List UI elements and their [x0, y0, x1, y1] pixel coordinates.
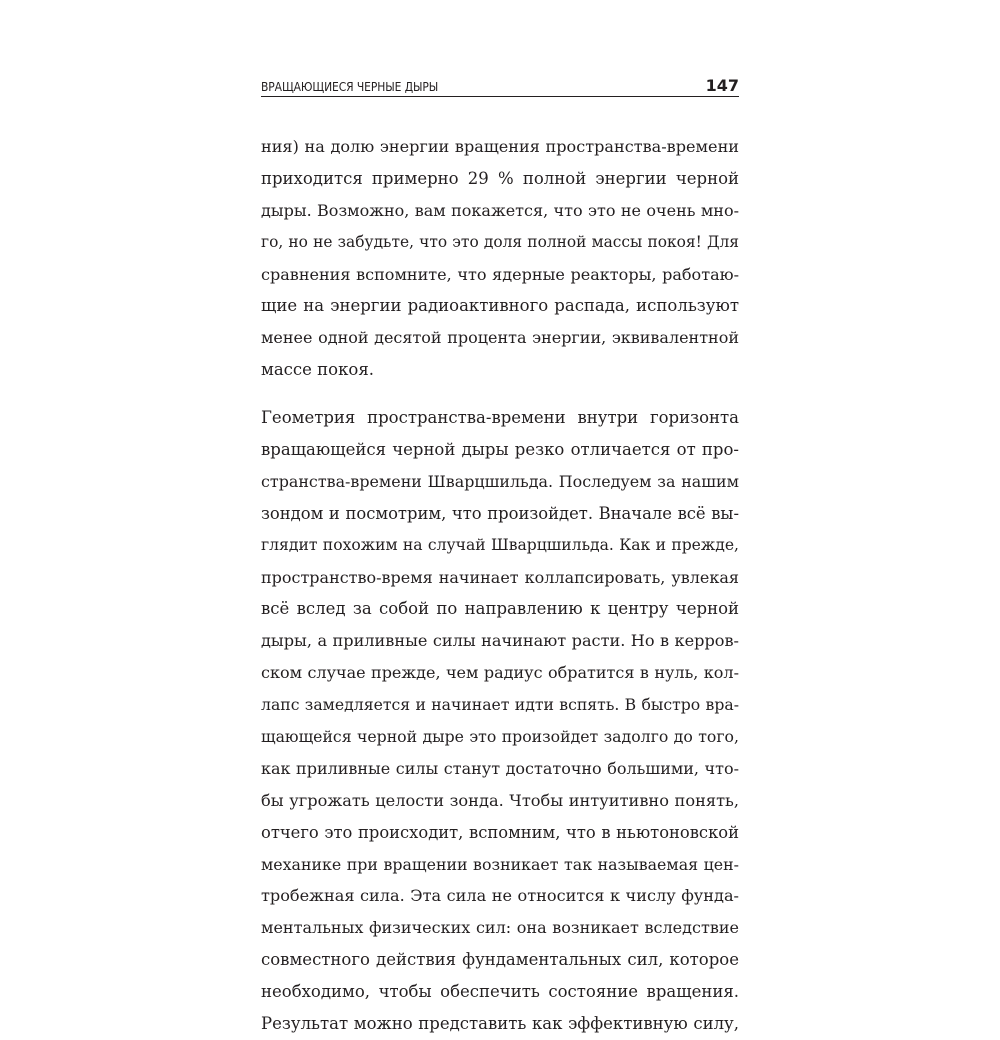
- text-line: зондом и посмотрим, что произойдет. Вначале всё вы-: [261, 503, 739, 523]
- body-text: [261, 131, 739, 1040]
- text-line: го, но не забудьте, что это доля полной массы покоя! Для: [261, 232, 739, 251]
- text-line: Результат можно представить как эффективную силу,: [261, 1014, 739, 1034]
- text-line: всё вслед за собой по направлению к центру черной: [261, 599, 739, 619]
- text-line: ментальных физических сил: она возникает вследствие: [261, 918, 739, 938]
- text-line: глядит похожим на случай Шварцшильда. Как и прежде,: [261, 535, 739, 554]
- text-line: бы угрожать целости зонда. Чтобы интуитивно понять,: [261, 790, 739, 810]
- text-line: необходимо, чтобы обеспечить состояние вращения.: [261, 982, 739, 1002]
- text-line: механике при вращении возникает так называемая цен-: [261, 854, 739, 874]
- text-line: приходится примерно 29 % полной энергии черной: [261, 168, 739, 188]
- running-head: [261, 76, 739, 97]
- page-number: 147: [705, 76, 739, 95]
- text-line: совместного действия фундаментальных сил, которое: [261, 950, 739, 970]
- text-line: сравнения вспомните, что ядерные реакторы, работаю-: [261, 264, 739, 284]
- text-line: тробежная сила. Эта сила не относится к числу фунда-: [261, 886, 739, 906]
- text-line: лапс замедляется и начинает идти вспять. В быстро вра-: [261, 695, 739, 715]
- text-line: ния) на долю энергии вращения пространства-времени: [261, 137, 739, 156]
- text-line: дыры, а приливные силы начинают расти. Но в керров-: [261, 631, 739, 651]
- paragraph-1: [261, 131, 739, 386]
- text-line: как приливные силы станут достаточно большими, что-: [261, 758, 739, 778]
- running-title: ВРАЩАЮЩИЕСЯ ЧЕРНЫЕ ДЫРЫ: [261, 79, 439, 94]
- paragraph-2: [261, 402, 739, 1040]
- text-line: щие на энергии радиоактивного распада, используют: [261, 296, 739, 316]
- text-line: пространство-время начинает коллапсировать, увлекая: [261, 567, 739, 587]
- text-line: дыры. Возможно, вам покажется, что это не очень мно-: [261, 200, 739, 220]
- text-line: щающейся черной дыре это произойдет задолго до того,: [261, 727, 739, 747]
- text-line: Геометрия пространства-времени внутри горизонта: [261, 408, 739, 428]
- text-line: вращающейся черной дыры резко отличается от про-: [261, 440, 739, 460]
- text-line: странства-времени Шварцшильда. Последуем за нашим: [261, 471, 739, 491]
- text-line: менее одной десятой процента энергии, эквивалентной: [261, 328, 739, 348]
- text-line: массе покоя.: [261, 360, 374, 380]
- text-line: ском случае прежде, чем радиус обратится в нуль, кол-: [261, 663, 739, 683]
- text-line: отчего это происходит, вспомним, что в ньютоновской: [261, 822, 739, 842]
